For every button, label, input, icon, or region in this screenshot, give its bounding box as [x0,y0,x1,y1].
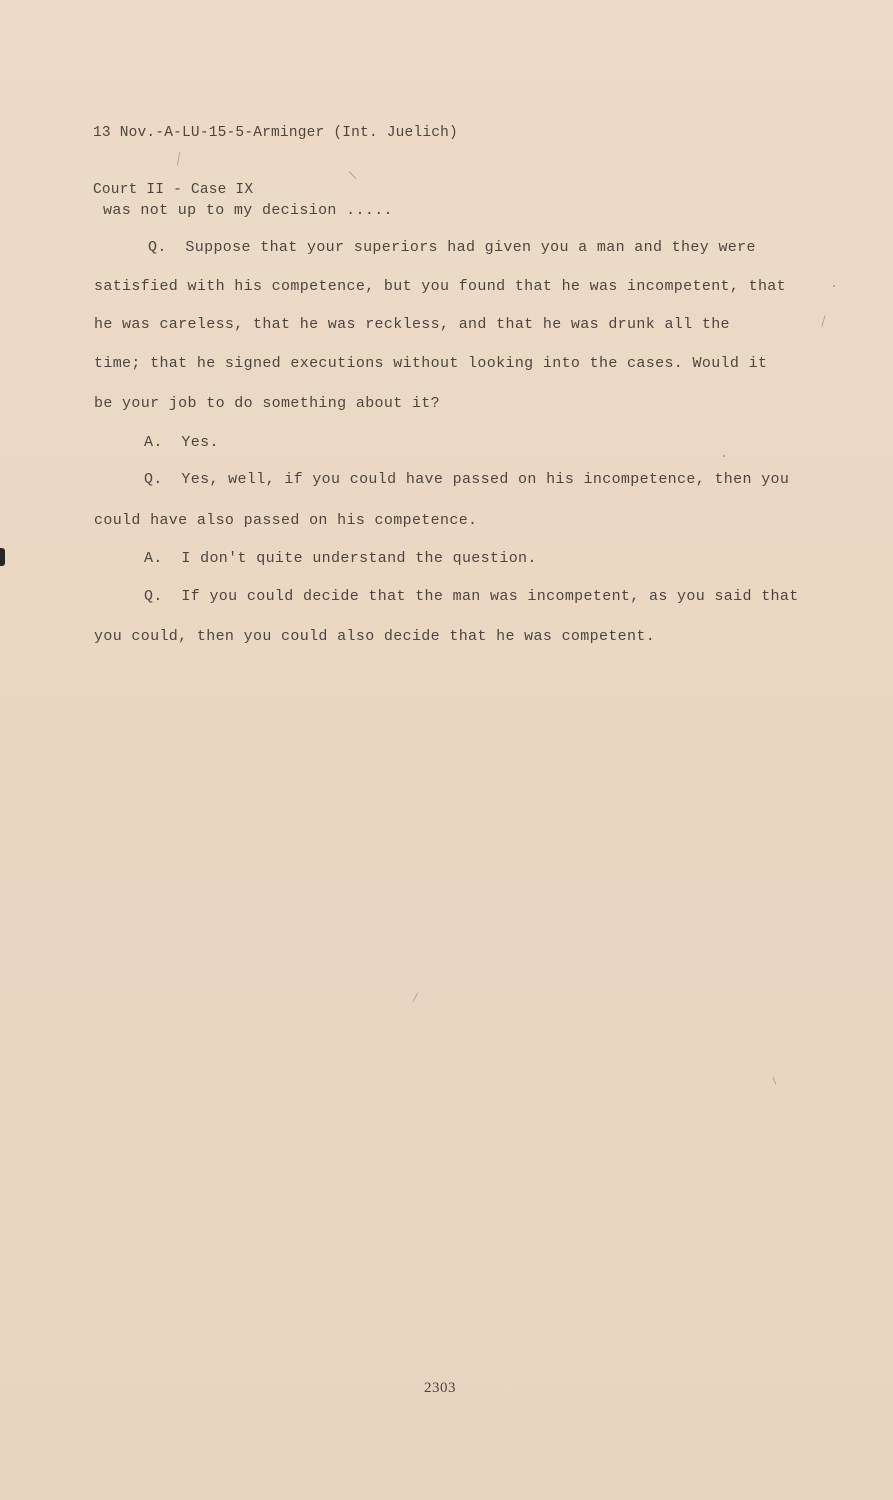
page-number: 2303 [424,1380,456,1396]
body-line-8: Q. Yes, well, if you could have passed on his incompetence, then you [144,471,790,488]
body-line-12: you could, then you could also decide that he was competent. [94,628,656,645]
body-line-10: A. I don't quite understand the question. [144,550,537,567]
header-line-1: 13 Nov.-A-LU-15-5-Arminger (Int. Juelich) [93,125,458,141]
paper-speck [413,992,419,1001]
paper-speck [833,285,835,287]
body-line-3: satisfied with his competence, but you found that he was incompetent, that [94,278,787,295]
body-line-1: was not up to my decision ..... [103,202,393,219]
body-line-5: time; that he signed executions without looking into the cases. Would it [94,355,768,372]
paper-speck [821,315,825,327]
header-line-2: Court II - Case IX [93,182,254,198]
paper-speck [773,1077,777,1085]
body-line-4: he was careless, that he was reckless, and that he was drunk all the [94,316,730,333]
body-line-2: Q. Suppose that your superiors had given you a man and they were [148,239,756,256]
body-line-7: A. Yes. [144,434,219,451]
body-line-9: could have also passed on his competence. [94,512,478,529]
binding-mark [0,548,5,566]
paper-speck [723,455,725,457]
body-line-6: be your job to do something about it? [94,395,441,412]
body-line-11: Q. If you could decide that the man was incompetent, as you said that [144,588,799,605]
